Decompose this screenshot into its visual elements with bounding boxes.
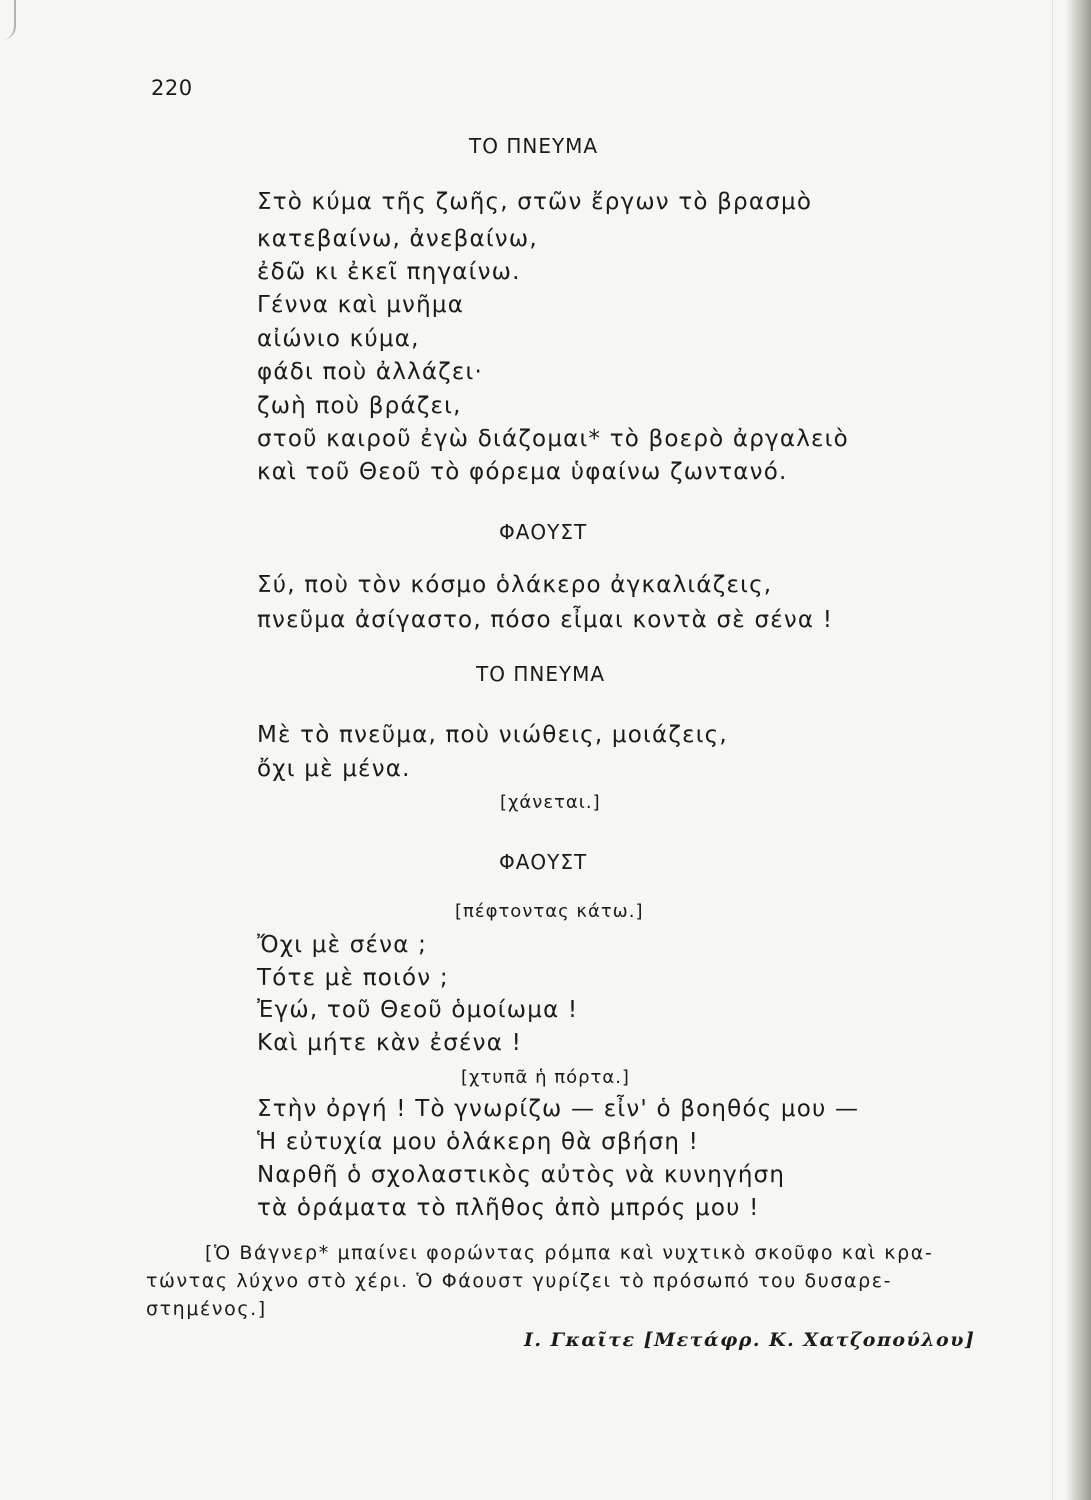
closing-direction-line: τώντας λύχνο στὸ χέρι. Ὁ Φάουστ γυρίζει τὸ πρόσωπό του δυσαρε- <box>146 1270 893 1292</box>
verse-line: ζωὴ ποὺ βράζει, <box>257 393 462 419</box>
stage-direction: [χτυπᾶ ἡ πόρτα.] <box>461 1067 630 1088</box>
verse-line: Τότε μὲ ποιόν ; <box>257 965 449 991</box>
speaker-label: ΦΑΟΥΣΤ <box>499 520 588 544</box>
verse-line: αἰώνιο κύμα, <box>257 326 420 352</box>
verse-line: Ἡ εὐτυχία μου ὁλάκερη θὰ σβήση ! <box>257 1129 700 1155</box>
gutter-line <box>1052 0 1053 1500</box>
translation-credit: Ι. Γκαῖτε [Μετάφρ. Κ. Χατζοπούλου] <box>524 1329 976 1351</box>
stage-direction: [πέφτοντας κάτω.] <box>455 901 644 922</box>
verse-line: Γέννα καὶ μνῆμα <box>257 292 465 318</box>
verse-line: Μὲ τὸ πνεῦμα, ποὺ νιώθεις, μοιάζεις, <box>257 722 728 748</box>
verse-line: Καὶ μήτε κὰν ἐσένα ! <box>257 1030 522 1056</box>
verse-line: ἐδῶ κι ἐκεῖ πηγαίνω. <box>257 259 521 285</box>
verse-line: φάδι ποὺ ἀλλάζει· <box>257 359 484 385</box>
verse-line: Ναρθῆ ὁ σχολαστικὸς αὐτὸς νὰ κυνηγήση <box>257 1162 786 1188</box>
verse-line: κατεβαίνω, ἀνεβαίνω, <box>257 226 538 252</box>
stage-direction: [χάνεται.] <box>500 792 601 813</box>
speaker-label: ΤΟ ΠΝΕΥΜΑ <box>476 662 606 686</box>
page-corner-mark <box>0 0 16 40</box>
verse-line: καὶ τοῦ Θεοῦ τὸ φόρεμα ὑφαίνω ζωντανό. <box>257 459 788 485</box>
closing-direction-line: στημένος.] <box>146 1298 267 1320</box>
verse-line: τὰ ὁράματα τὸ πλῆθος ἀπὸ μπρός μου ! <box>257 1195 760 1221</box>
speaker-label: ΦΑΟΥΣΤ <box>499 850 588 874</box>
closing-direction-line: [Ὁ Βάγνερ* μπαίνει φορώντας ρόμπα καὶ νυχτικὸ σκοῦφο καὶ κρα- <box>205 1242 934 1264</box>
speaker-label: ΤΟ ΠΝΕΥΜΑ <box>469 134 599 158</box>
verse-line: πνεῦμα ἀσίγαστο, πόσο εἶμαι κοντὰ σὲ σένα ! <box>257 607 834 633</box>
page-edge-shadow <box>1065 0 1091 1500</box>
verse-line: Ἐγώ, τοῦ Θεοῦ ὁμοίωμα ! <box>257 997 579 1023</box>
verse-line: Σύ, ποὺ τὸν κόσμο ὁλάκερο ἀγκαλιάζεις, <box>257 572 773 598</box>
verse-line: Στὸ κύμα τῆς ζωῆς, στῶν ἔργων τὸ βρασμὸ <box>257 189 813 215</box>
verse-line: Ὄχι μὲ σένα ; <box>257 932 428 958</box>
page-number: 220 <box>151 76 193 100</box>
verse-line: Στὴν ὀργή ! Τὸ γνωρίζω — εἶν' ὁ βοηθός μου — <box>257 1096 860 1122</box>
verse-line: ὄχι μὲ μένα. <box>257 756 411 782</box>
verse-line: στοῦ καιροῦ ἐγὼ διάζομαι* τὸ βοερὸ ἀργαλειὸ <box>257 426 849 452</box>
